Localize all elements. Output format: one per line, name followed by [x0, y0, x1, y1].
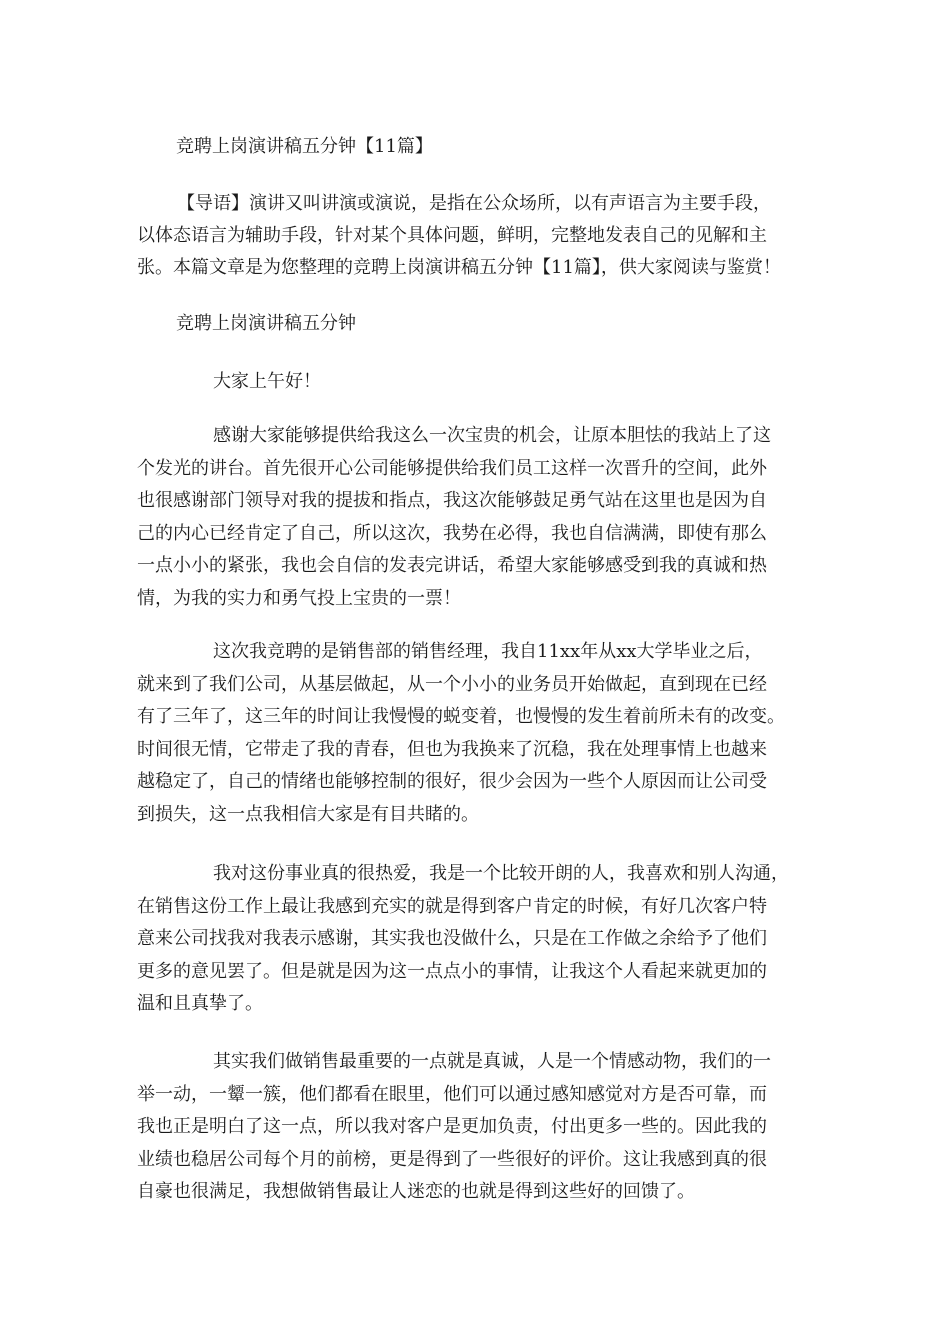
paragraph-line: 意来公司找我对我表示感谢，其实我也没做什么，只是在工作做之余给予了他们 — [137, 928, 767, 949]
paragraph-line: 我对这份事业真的很热爱，我是一个比较开朗的人，我喜欢和别人沟通， — [213, 863, 789, 884]
paragraph-line: 到损失，这一点我相信大家是有目共睹的。 — [137, 803, 479, 825]
intro-line: 【导语】演讲又叫讲演或演说，是指在公众场所，以有声语言为主要手段， — [177, 193, 771, 214]
intro-paragraph — [137, 188, 827, 284]
paragraph-line: 情，为我的实力和勇气投上宝贵的一票！ — [137, 587, 461, 609]
paragraph-line: 有了三年了，这三年的时间让我慢慢的蜕变着，也慢慢的发生着前所未有的改变。 — [137, 706, 785, 727]
paragraph-line: 其实我们做销售最重要的一点就是真诚，人是一个情感动物，我们的一 — [213, 1051, 771, 1072]
intro-line: 以体态语言为辅助手段，针对某个具体问题，鲜明，完整地发表自己的见解和主 — [137, 225, 767, 246]
paragraph-line: 个发光的讲台。首先很开心公司能够提供给我们员工这样一次晋升的空间，此外 — [137, 457, 767, 479]
paragraph-line: 温和且真挚了。 — [137, 993, 263, 1014]
paragraph-line: 一点小小的紧张，我也会自信的发表完讲话，希望大家能够感受到我的真诚和热 — [137, 555, 767, 576]
paragraph-line: 我也正是明白了这一点，所以我对客户是更加负责，付出更多一些的。因此我的 — [137, 1116, 767, 1137]
paragraph-line: 就来到了我们公司，从基层做起，从一个小小的业务员开始做起，直到现在已经 — [137, 673, 767, 695]
section-title: 竞聘上岗演讲稿五分钟 — [176, 313, 356, 334]
paragraph-line: 业绩也稳居公司每个月的前榜，更是得到了一些很好的评价。这让我感到真的很 — [137, 1148, 767, 1170]
paragraph-line: 己的内心已经肯定了自己，所以这次，我势在必得，我也自信满满，即使有那么 — [137, 522, 767, 544]
paragraph-line: 这次我竞聘的是销售部的销售经理，我自11xx年从xx大学毕业之后， — [213, 641, 763, 662]
paragraph-line: 在销售这份工作上最让我感到充实的就是得到客户肯定的时候，有好几次客户特 — [137, 895, 767, 917]
greeting: 大家上午好！ — [213, 371, 321, 392]
paragraph-line: 更多的意见罢了。但是就是因为这一点点小的事情，让我这个人看起来就更加的 — [137, 960, 767, 982]
paragraph-line: 自豪也很满足，我想做销售最让人迷恋的也就是得到这些好的回馈了。 — [137, 1181, 695, 1202]
paragraph — [137, 858, 827, 1021]
paragraph-line: 时间很无情，它带走了我的青春，但也为我换来了沉稳，我在处理事情上也越来 — [137, 738, 767, 760]
paragraph-line: 感谢大家能够提供给我这么一次宝贵的机会，让原本胆怯的我站上了这 — [213, 425, 771, 446]
paragraph — [137, 1046, 827, 1209]
paragraph-line: 也很感谢部门领导对我的提拔和指点，我这次能够鼓足勇气站在这里也是因为自 — [137, 490, 767, 511]
document-title: 竞聘上岗演讲稿五分钟【11篇】 — [176, 136, 433, 157]
paragraph-line: 越稳定了，自己的情绪也能够控制的很好，很少会因为一些个人原因而让公司受 — [137, 771, 767, 792]
paragraph — [137, 636, 827, 831]
paragraph-line: 举一动，一颦一簇，他们都看在眼里，他们可以通过感知感觉对方是否可靠，而 — [137, 1083, 767, 1105]
intro-line: 张。本篇文章是为您整理的竞聘上岗演讲稿五分钟【11篇】，供大家阅读与鉴赏！ — [137, 257, 781, 278]
paragraph — [137, 420, 827, 615]
